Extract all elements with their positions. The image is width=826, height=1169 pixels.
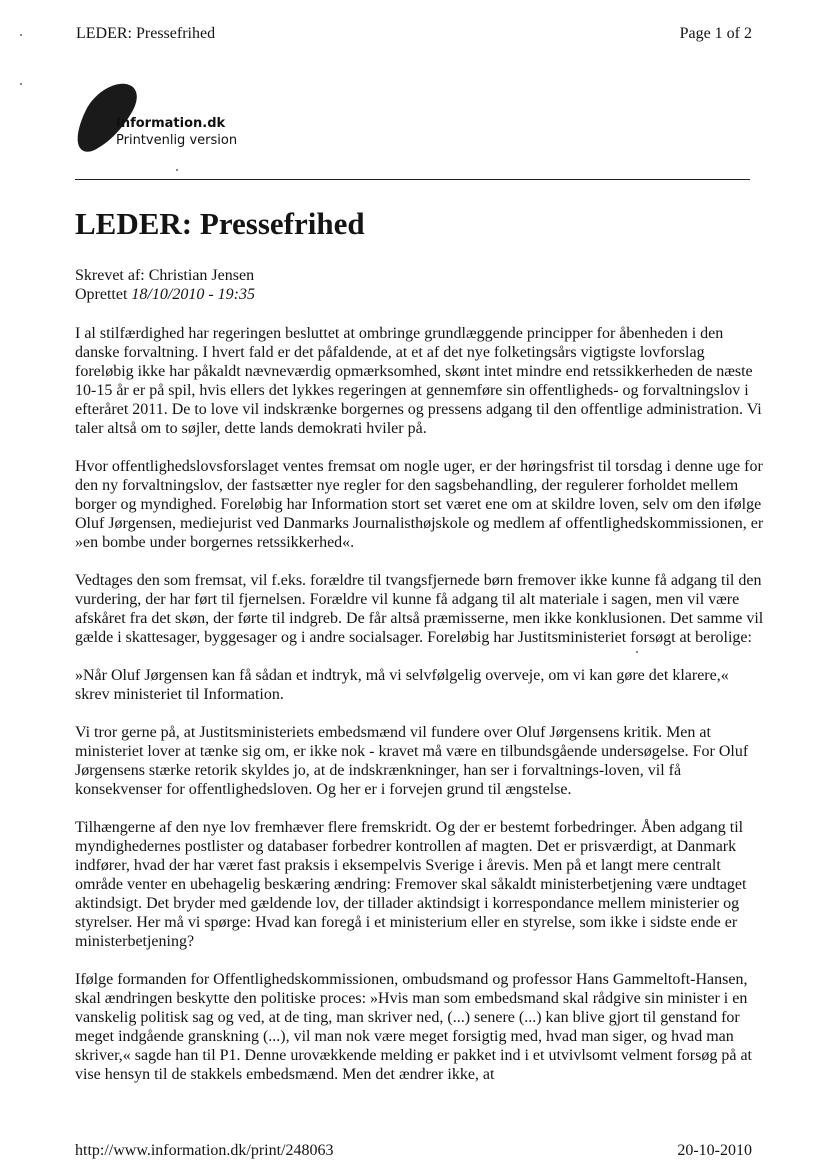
article-meta	[75, 266, 255, 304]
page-number: Page 1 of 2	[679, 25, 752, 42]
footer-date: 20-10-2010	[677, 1142, 752, 1159]
paragraph: Tilhængerne af den nye lov fremhæver flere fremskridt. Og der er bestemt forbedringer. Åben adgang til myndighedernes postlister og databaser forbedrer kontrollen af magten. Det er prisværdigt, at Danmark indfører, hvad der har været fast praksis i eksempelvis Sverige i årevis. Men på et langt mere centralt område venter en ubehagelig beskæring ændring: Fremover skal såkaldt ministerbetjening være undtaget aktindsigt. Det bryder med gældende lov, der tillader aktindsigt i korrespondance mellem ministerier og styrelser. Her må vi spørge: Hvad kan foregå i et ministerium eller en styrelse, som ikke i sidste ende er ministerbetjening?	[75, 819, 747, 950]
header-divider	[75, 179, 750, 180]
created-label: Oprettet	[75, 286, 128, 303]
logo-subtitle: Printvenlig version	[116, 133, 238, 148]
scan-speck	[20, 34, 22, 36]
created-line	[75, 285, 255, 304]
paragraph: Vi tror gerne på, at Justitsministeriets embedsmænd vil fundere over Oluf Jørgensens kritik. Men at ministeriet lover at tænke sig om, er ikke nok - kravet må være en tilbundsgående undersøgelse. For Oluf Jørgensens stærke retorik skyldes jo, at de indskrænkninger, han ser i forvaltnings-loven, vil få konsekvenser for offentlighedsloven. Og her er i forvejen grund til ængstelse.	[75, 724, 749, 798]
scan-speck	[176, 169, 178, 171]
article-body	[75, 324, 765, 1103]
paragraph: Ifølge formanden for Offentlighedskommissionen, ombudsmand og professor Hans Gammeltoft-Hansen, skal ændringen beskytte den politiske proces: »Hvis man som embedsmand skal rådgive sin minister i en vanskelig politisk sag og ved, at de ting, man skriver ned, (...) senere (...) kan blive gjort til genstand for meget indgående granskning (...), vil man nok være meget forsigtig med, hvad man siger, og hvad man skriver,« sagde han til P1. Denne urovækkende melding er pakket ind i et utvivlsomt velment forsøg på at vise hensyn til de stakkels embedsmænd. Men det ændrer ikke, at	[75, 971, 752, 1083]
author-line: Skrevet af: Christian Jensen	[75, 267, 255, 284]
paragraph: Hvor offentlighedslovsforslaget ventes fremsat om nogle uger, er der høringsfrist til torsdag i denne uge for den ny forvaltningslov, der fastsætter nye regler for den sagsbehandling, der regulerer forholdet mellem borger og myndighed. Foreløbig har Information stort set været ene om at skildre loven, selv om den ifølge Oluf Jørgensen, mediejurist ved Danmarks Journalisthøjskole og medlem af offentlighedskommissionen, er »en bombe under borgernes retssikkerhed«.	[75, 458, 764, 551]
scan-speck	[20, 83, 22, 85]
header-title: LEDER: Pressefrihed	[76, 25, 216, 42]
created-date: 18/10/2010 - 19:35	[131, 286, 255, 303]
paragraph: I al stilfærdighed har regeringen besluttet at ombringe grundlæggende principper for åbenheden i den danske forvaltning. I hvert fald er det påfaldende, at et af det nye folketingsårs vigtigste lovforslag foreløbig ikke har påkaldt nævneværdig opmærksomhed, skønt intet mindre end retssikkerheden de næste 10-15 år er på spil, hvis ellers det lykkes regeringen at gennemføre sin offentligheds- og forvaltningslov i efteråret 2011. De to love vil indskrænke borgernes og pressens adgang til den offentlige administration. Vi taler altså om to søjler, dette lands demokrati hviler på.	[75, 325, 762, 437]
logo-name: Information.dk	[116, 116, 226, 131]
information-logo[interactable]	[72, 78, 262, 158]
paragraph: Vedtages den som fremsat, vil f.eks. forældre til tvangsfjernede børn fremover ikke kunne få adgang til den vurdering, der har ført til fjernelsen. Forældre vil kunne få adgang til alt materiale i sagen, men vil være afskåret fra det skøn, der førte til indgreb. De får altså præmisserne, men ikke konklusionen. Det samme vil gælde i skattesager, byggesager og i andre socialsager. Foreløbig har Justitsministeriet forsøgt at berolige:	[75, 572, 764, 646]
scan-speck	[636, 651, 638, 653]
footer-url[interactable]: http://www.information.dk/print/248063	[75, 1142, 334, 1159]
article-title: LEDER: Pressefrihed	[75, 206, 365, 241]
paragraph: »Når Oluf Jørgensen kan få sådan et indtryk, må vi selvfølgelig overveje, om vi kan gøre det klarere,« skrev ministeriet til Information.	[75, 667, 729, 703]
